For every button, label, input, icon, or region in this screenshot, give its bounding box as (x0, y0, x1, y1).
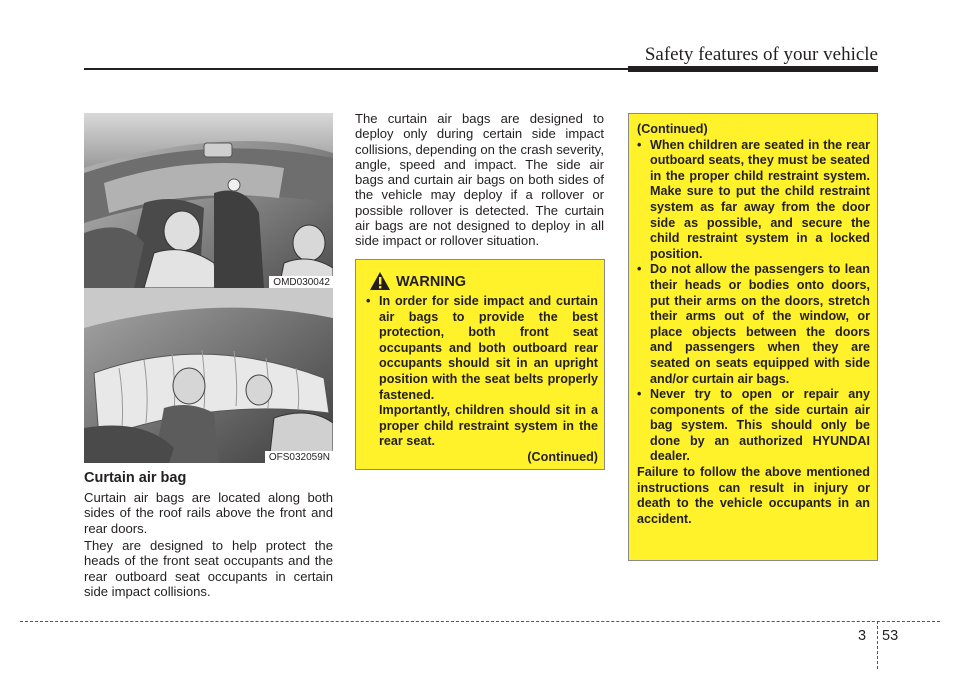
warning-body (366, 294, 598, 466)
warning-bullet: • In order for side impact and curtain air bags to provide the best protection, both front seat occupants and both outboard rear occupants should sit in an upright position with the seat belts properly fastened. (366, 294, 598, 403)
interior-photo-deployed (84, 288, 333, 463)
continued-closing: Failure to follow the above mentioned instructions can result in injury or death to the vehicle occupants in an accident. (637, 465, 870, 526)
section-heading: Curtain air bag (84, 470, 187, 486)
figure-curtain-airbag-stowed (84, 113, 333, 288)
continued-label: (Continued) (527, 449, 598, 464)
continued-bullet: • Do not allow the passengers to lean their heads or bodies onto doors, put their arms on the doors, stretch their arms out of the window, or place objects between the doors and passengers when they are seated on seats equipped with side and/or curtain air bags. (637, 262, 870, 387)
body-paragraph: The curtain air bags are designed to deploy only during certain side impact collisions, depending on the crash severity, angle, speed and impact. The side air bags and curtain air bags on both sides of the vehicle may deploy if a rollover or possible rollover is detected. The curtain air bags are not designed to deploy in all side impact or rollover situation. (355, 111, 604, 249)
continued-bullet: • Never try to open or repair any components of the side curtain air bag system. This should only be done by an authorized HYUNDAI dealer. (637, 387, 870, 465)
figure-code-label: OMD030042 (269, 276, 333, 288)
figure-code-label: OFS032059N (265, 451, 333, 463)
header-bar (628, 66, 878, 72)
figure-curtain-airbag-deployed (84, 288, 333, 463)
continued-lead: (Continued) (637, 122, 708, 136)
continued-warning-box (628, 113, 878, 561)
header-rule (84, 68, 632, 70)
footer-divider (877, 621, 878, 669)
continued-warning-body (637, 122, 870, 527)
warning-header (369, 271, 467, 293)
interior-photo-stowed (84, 113, 333, 288)
section-title: Safety features of your vehicle (644, 44, 878, 65)
body-paragraph: They are designed to help protect the heads of the front seat occupants and the rear outboard seat occupants in certain side impact collisions. (84, 538, 333, 599)
chapter-number: 3 (858, 628, 867, 644)
warning-triangle-icon (369, 271, 391, 291)
warning-note: Importantly, children should sit in a proper child restraint system in the rear seat. (379, 403, 598, 449)
warning-box (355, 259, 605, 470)
body-paragraph: Curtain air bags are located along both sides of the roof rails above the front and rear doors. (84, 490, 333, 536)
warning-title: WARNING (396, 274, 467, 290)
continued-bullet: • When children are seated in the rear outboard seats, they must be seated in the proper child restraint system. Make sure to put the child restraint system as far away from the door side as possible, and secure the child restraint system in a locked position. (637, 138, 870, 263)
footer-rule (20, 621, 940, 622)
page-number: 53 (882, 628, 899, 644)
